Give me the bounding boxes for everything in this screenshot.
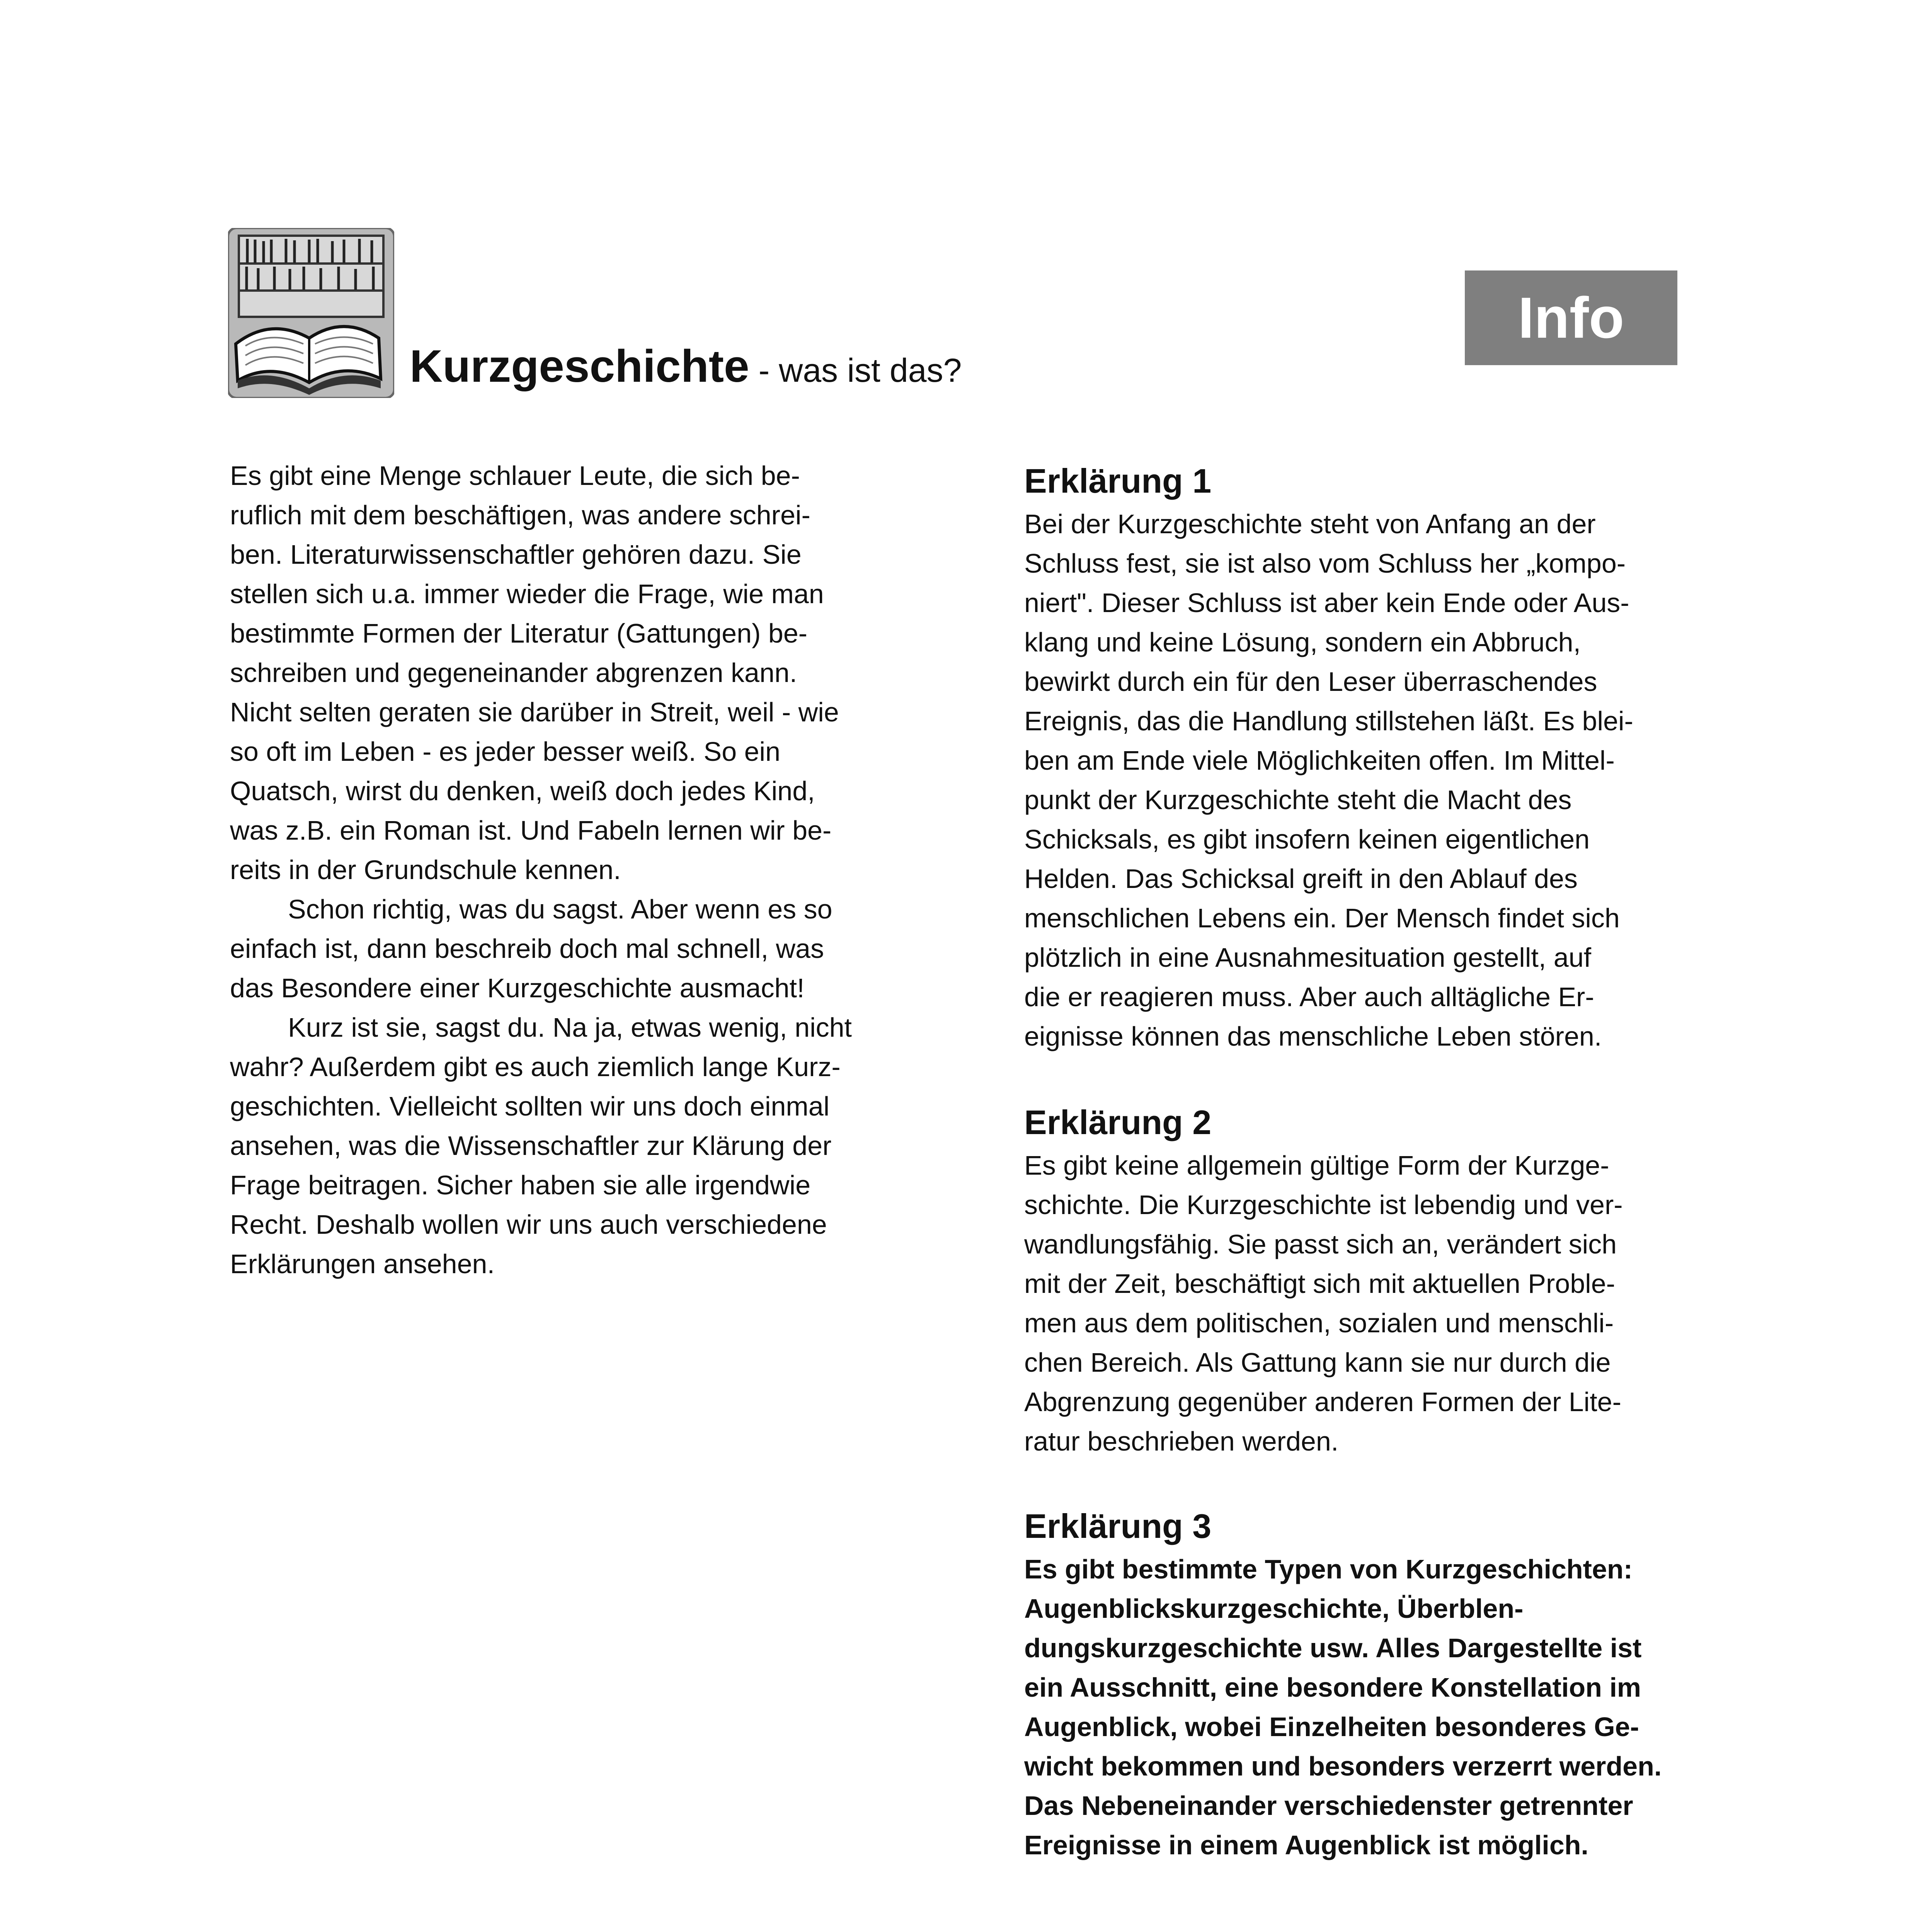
text-line: Es gibt eine Menge schlauer Leute, die sich be- xyxy=(230,461,800,491)
text-line: wahr? Außerdem gibt es auch ziemlich lange Kurz- xyxy=(230,1052,841,1082)
text-line: ruflich mit dem beschäftigen, was andere schrei- xyxy=(230,500,810,530)
text-line: Recht. Deshalb wollen wir uns auch verschiedene xyxy=(230,1209,827,1240)
explanation-heading: Erklärung 1 xyxy=(1024,462,1212,500)
text-line: plötzlich in eine Ausnahmesituation gestellt, auf xyxy=(1024,942,1592,973)
text-line: mit der Zeit, beschäftigt sich mit aktuellen Proble- xyxy=(1024,1269,1615,1299)
text-line: geschichten. Vielleicht sollten wir uns doch einmal xyxy=(230,1091,830,1121)
explanation-heading: Erklärung 2 xyxy=(1024,1103,1212,1141)
explanation-3 xyxy=(1024,1503,1720,1865)
book-and-bookshelf-icon xyxy=(228,228,394,398)
explanation-heading: Erklärung 3 xyxy=(1024,1507,1212,1545)
text-line: bestimmte Formen der Literatur (Gattungen) be- xyxy=(230,618,807,648)
explanation-1 xyxy=(1024,458,1720,1056)
text-line: dungskurzgeschichte usw. Alles Dargestellte ist xyxy=(1024,1633,1642,1663)
text-line: wicht bekommen und besonders verzerrt werden. xyxy=(1024,1751,1662,1781)
text-line: Es gibt keine allgemein gültige Form der Kurzge- xyxy=(1024,1150,1609,1180)
text-line: so oft im Leben - es jeder besser weiß. So ein xyxy=(230,736,781,767)
title-main: Kurzgeschichte xyxy=(410,341,749,392)
text-line: niert". Dieser Schluss ist aber kein Ende oder Aus- xyxy=(1024,588,1629,618)
text-line: Quatsch, wirst du denken, weiß doch jedes Kind, xyxy=(230,776,815,806)
text-line: Schicksals, es gibt insofern keinen eigentlichen xyxy=(1024,824,1590,854)
text-line: klang und keine Lösung, sondern ein Abbruch, xyxy=(1024,627,1581,657)
text-line: schichte. Die Kurzgeschichte ist lebendig und ver- xyxy=(1024,1190,1623,1220)
text-line: das Besondere einer Kurzgeschichte ausmacht! xyxy=(230,973,805,1003)
text-line: Augenblickskurzgeschichte, Überblen- xyxy=(1024,1594,1524,1624)
text-line: ben. Literaturwissenschaftler gehören dazu. Sie xyxy=(230,539,802,570)
info-badge: Info xyxy=(1465,270,1677,365)
text-line: Kurz ist sie, sagst du. Na ja, etwas wenig, nicht xyxy=(288,1012,852,1043)
text-line: reits in der Grundschule kennen. xyxy=(230,855,621,885)
text-line: ben am Ende viele Möglichkeiten offen. Im Mittel- xyxy=(1024,745,1615,776)
text-line: wandlungsfähig. Sie passt sich an, verändert sich xyxy=(1024,1229,1617,1259)
intro-text xyxy=(230,456,933,1284)
text-line: Ereignisse in einem Augenblick ist möglich. xyxy=(1024,1830,1588,1860)
text-line: einfach ist, dann beschreib doch mal schnell, was xyxy=(230,934,824,964)
text-line: Erklärungen ansehen. xyxy=(230,1249,495,1279)
text-line: was z.B. ein Roman ist. Und Fabeln lernen wir be- xyxy=(230,815,832,845)
text-line: Helden. Das Schicksal greift in den Ablauf des xyxy=(1024,864,1578,894)
text-line: Ereignis, das die Handlung stillstehen läßt. Es blei- xyxy=(1024,706,1633,736)
text-line: menschlichen Lebens ein. Der Mensch findet sich xyxy=(1024,903,1620,933)
text-line: Schluss fest, sie ist also vom Schluss her „kompo- xyxy=(1024,548,1626,578)
text-line: chen Bereich. Als Gattung kann sie nur durch die xyxy=(1024,1347,1611,1378)
text-line: ratur beschrieben werden. xyxy=(1024,1426,1339,1456)
text-line: Frage beitragen. Sicher haben sie alle irgendwie xyxy=(230,1170,811,1200)
text-line: Es gibt bestimmte Typen von Kurzgeschichten: xyxy=(1024,1554,1633,1584)
text-line: stellen sich u.a. immer wieder die Frage, wie man xyxy=(230,579,824,609)
text-line: men aus dem politischen, sozialen und menschli- xyxy=(1024,1308,1614,1338)
text-line: punkt der Kurzgeschichte steht die Macht des xyxy=(1024,785,1572,815)
text-line: bewirkt durch ein für den Leser überraschendes xyxy=(1024,667,1597,697)
title-subtitle: - was ist das? xyxy=(749,352,962,389)
explanation-2 xyxy=(1024,1099,1720,1461)
text-line: Nicht selten geraten sie darüber in Streit, weil - wie xyxy=(230,697,839,727)
text-line: ein Ausschnitt, eine besondere Konstellation im xyxy=(1024,1672,1641,1702)
text-line: schreiben und gegeneinander abgrenzen kann. xyxy=(230,658,797,688)
text-line: ansehen, was die Wissenschaftler zur Klärung der xyxy=(230,1131,832,1161)
text-line: eignisse können das menschliche Leben stören. xyxy=(1024,1021,1602,1051)
text-line: Augenblick, wobei Einzelheiten besonderes Ge- xyxy=(1024,1712,1639,1742)
text-line: Abgrenzung gegenüber anderen Formen der Lite- xyxy=(1024,1387,1621,1417)
text-line: Schon richtig, was du sagst. Aber wenn es so xyxy=(288,894,833,924)
page-title xyxy=(410,340,962,393)
text-line: die er reagieren muss. Aber auch alltägliche Er- xyxy=(1024,982,1594,1012)
text-line: Das Nebeneinander verschiedenster getrennter xyxy=(1024,1791,1633,1821)
text-line: Bei der Kurzgeschichte steht von Anfang an der xyxy=(1024,509,1596,539)
